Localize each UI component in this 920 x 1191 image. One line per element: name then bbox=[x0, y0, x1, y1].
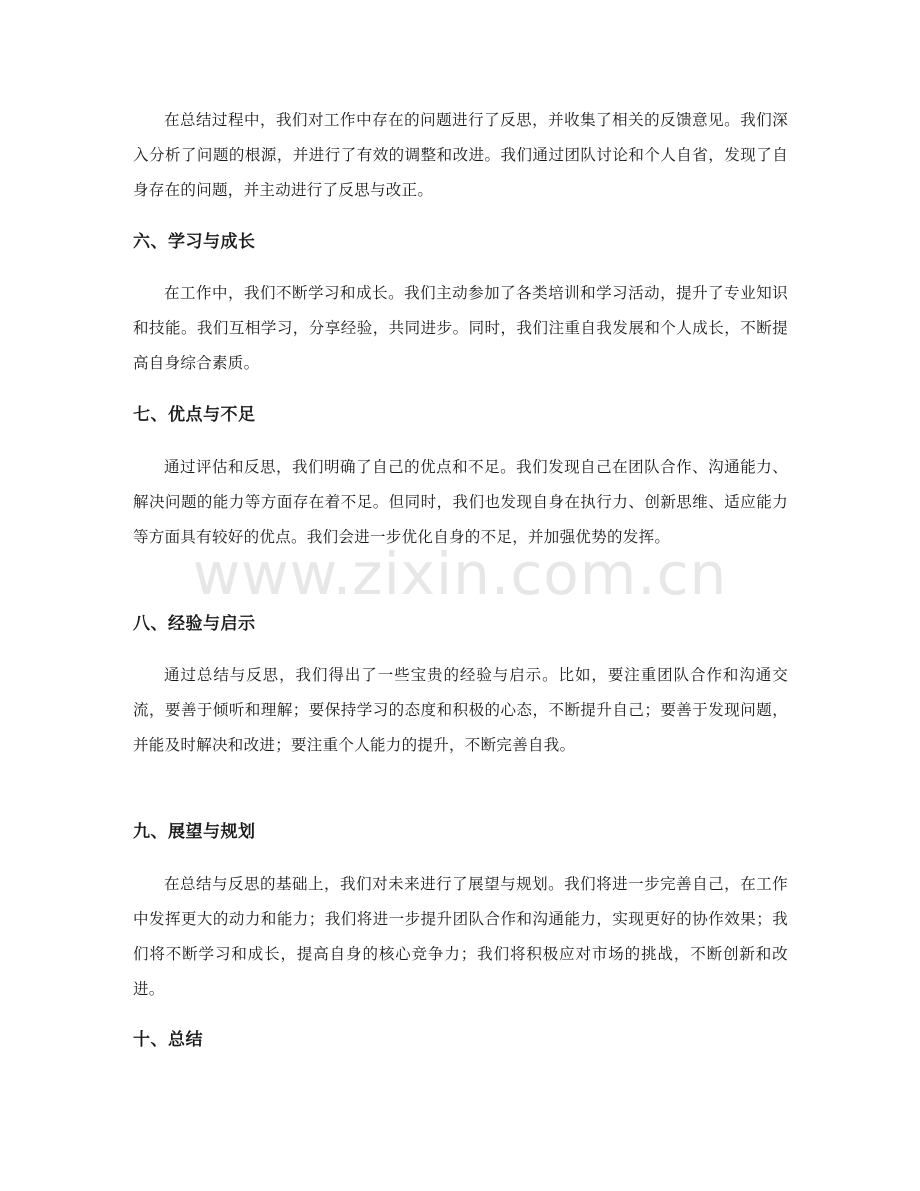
heading-strengths-weaknesses: 七、优点与不足 bbox=[133, 405, 256, 425]
heading-outlook-planning: 九、展望与规划 bbox=[133, 822, 256, 842]
heading-summary: 十、总结 bbox=[133, 1030, 203, 1050]
heading-experience-insights: 八、经验与启示 bbox=[133, 614, 256, 634]
paragraph-experience-insights: 通过总结与反思，我们得出了一些宝贵的经验与启示。比如，要注重团队合作和沟通交流，要善于倾听和理解；要保持学习的态度和积极的心态，不断提升自己；要善于发现问题，并能及时解决和改进；要注重个人能力的提升，不断完善自我。 bbox=[133, 666, 788, 754]
paragraph-reflection: 在总结过程中，我们对工作中存在的问题进行了反思，并收集了相关的反馈意见。我们深入分析了问题的根源，并进行了有效的调整和改进。我们通过团队讨论和个人自省，发现了自身存在的问题，并主动进行了反思与改正。 bbox=[133, 111, 788, 199]
paragraph-learning-growth: 在工作中，我们不断学习和成长。我们主动参加了各类培训和学习活动，提升了专业知识和技能。我们互相学习，分享经验，共同进步。同时，我们注重自我发展和个人成长，不断提高自身综合素质。 bbox=[133, 284, 788, 372]
paragraph-strengths-weaknesses: 通过评估和反思，我们明确了自己的优点和不足。我们发现自己在团队合作、沟通能力、解决问题的能力等方面存在着不足。但同时，我们也发现自身在执行力、创新思维、适应能力等方面具有较好的优点。我们会进一步优化自身的不足，并加强优势的发挥。 bbox=[133, 458, 788, 546]
heading-learning-growth: 六、学习与成长 bbox=[133, 232, 256, 252]
watermark: www.zixin.com.cn bbox=[192, 540, 728, 608]
paragraph-outlook-planning: 在总结与反思的基础上，我们对未来进行了展望与规划。我们将进一步完善自己，在工作中发挥更大的动力和能力；我们将进一步提升团队合作和沟通能力，实现更好的协作效果；我们将不断学习和成长，提高自身的核心竞争力；我们将积极应对市场的挑战，不断创新和改进。 bbox=[133, 875, 788, 998]
